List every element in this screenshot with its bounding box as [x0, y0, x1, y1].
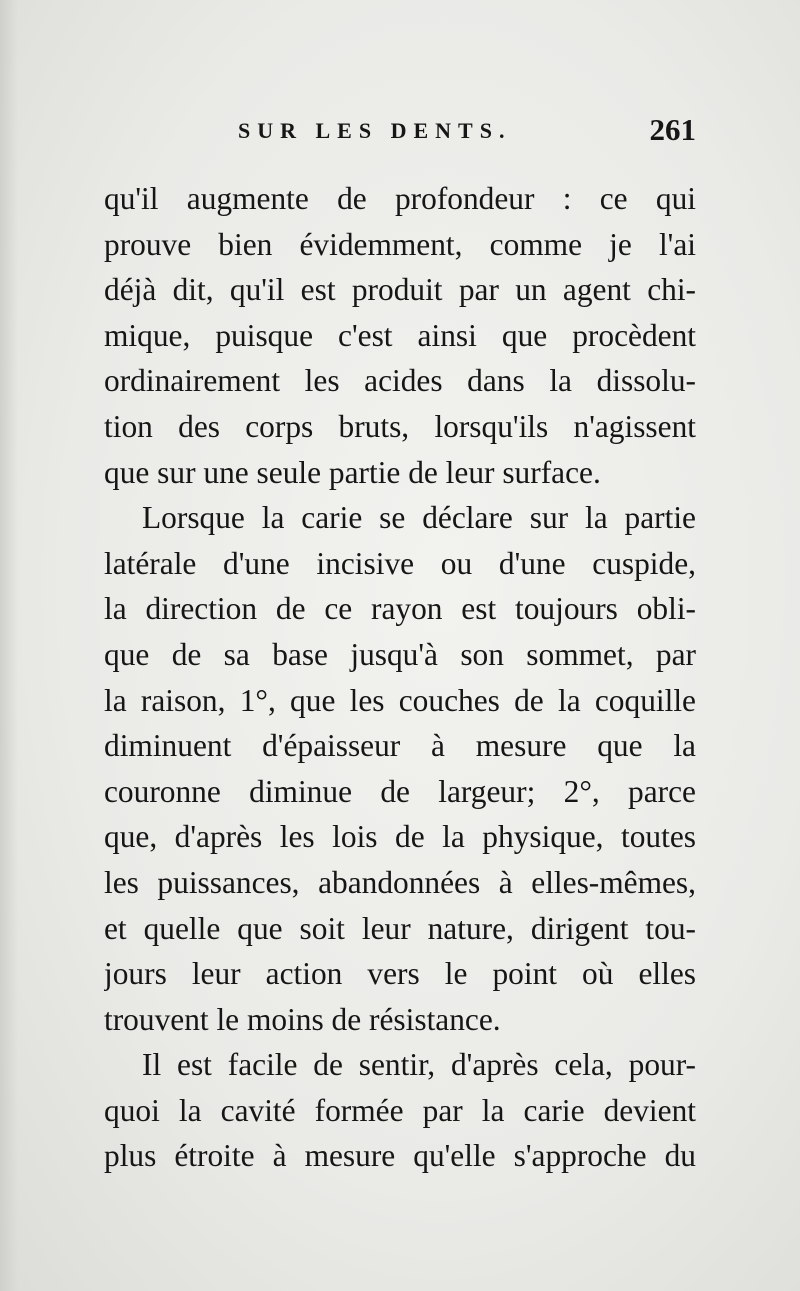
text-line: la raison, 1°, que les couches de la coquille [104, 682, 696, 718]
body-text [104, 176, 696, 1179]
text-line: et quelle que soit leur nature, dirigent tou- [104, 910, 696, 946]
text-line: déjà dit, qu'il est produit par un agent chi- [104, 272, 696, 308]
paragraph-start-line: Il est facile de sentir, d'après cela, pour- [142, 1047, 696, 1083]
text-line: ordinairement les acides dans la dissolu- [104, 363, 696, 399]
text-line: que, d'après les lois de la physique, toutes [104, 819, 696, 855]
page-number: 261 [649, 112, 696, 147]
text-line: que de sa base jusqu'à son sommet, par [104, 636, 696, 672]
text-line: jours leur action vers le point où elles [104, 956, 696, 992]
text-line: mique, puisque c'est ainsi que procèdent [104, 317, 696, 353]
paragraph-start-line: Lorsque la carie se déclare sur la partie [142, 500, 696, 536]
text-line: tion des corps bruts, lorsqu'ils n'agissent [104, 408, 696, 444]
text-line: prouve bien évidemment, comme je l'ai [104, 226, 696, 262]
text-line: latérale d'une incisive ou d'une cuspide, [104, 545, 696, 581]
text-line: plus étroite à mesure qu'elle s'approche du [104, 1138, 696, 1174]
text-line: trouvent le moins de résistance. [104, 1001, 501, 1037]
text-line: quoi la cavité formée par la carie devient [104, 1092, 696, 1128]
text-line: couronne diminue de largeur; 2°, parce [104, 773, 696, 809]
text-line: la direction de ce rayon est toujours obli- [104, 591, 696, 627]
text-line: diminuent d'épaisseur à mesure que la [104, 728, 696, 764]
text-line: les puissances, abandonnées à elles-mêmes, [104, 864, 696, 900]
text-line: qu'il augmente de profondeur : ce qui [104, 181, 696, 216]
running-head: SUR LES DENTS. [238, 118, 512, 143]
page-gutter-shadow [0, 0, 18, 1291]
text-line: que sur une seule partie de leur surface. [104, 454, 601, 490]
